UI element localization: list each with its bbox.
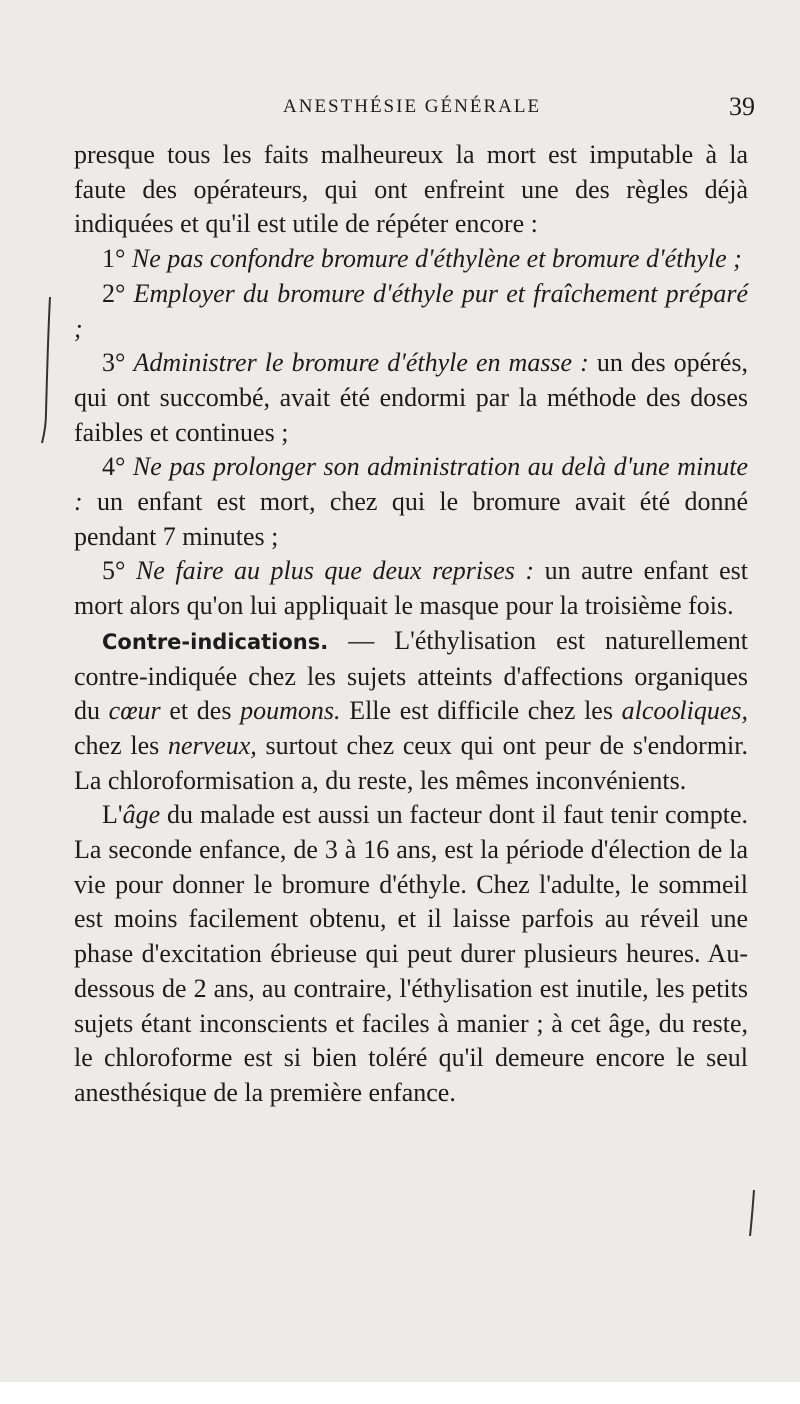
rule-number: 3° [102,348,134,378]
section-heading: Contre-indications. [102,629,329,654]
age-italic: âge [122,800,161,830]
rule-4 [74,450,748,554]
paragraph-contraindications [74,624,748,799]
rule-number: 4° [102,452,133,482]
ci-italic-3: alcooliques, [621,696,748,726]
page-number: 39 [729,92,755,121]
margin-pencil-mark-right [745,1188,759,1238]
scan-border [0,1382,800,1404]
rule-italic-text: Employer du bromure d'éthyle pur et fraîchement préparé ; [74,278,748,343]
rule-5 [74,554,748,623]
age-text-1: L' [102,800,123,830]
rule-italic-text: Ne pas prolonger son administration au delà d'une minute : [74,452,748,517]
rule-3 [74,346,748,450]
rule-number: 5° [102,556,136,586]
rule-1 [74,242,748,277]
ci-text-2: et des [160,696,241,726]
paragraph-intro [74,138,748,242]
rule-text: un autre enfant est mort alors qu'on lui appliquait le masque pour la troisième fois. [74,556,748,621]
rule-italic-text: Ne pas confondre bromure d'éthylène et bromure d'éthyle ; [131,244,742,274]
ci-italic-4: nerveux, [168,730,257,760]
intro-text: presque tous les faits malheureux la mort est imputable à la faute des opérateurs, qui ont enfreint une des règles déjà indiquées et qu'il est utile de répéter encore : [74,140,748,239]
rule-number: 2° [102,278,134,308]
rule-number: 1° [102,244,132,274]
rule-text: un des opérés, qui ont succombé, avait été endormi par la méthode des doses faibles et continues ; [74,348,748,447]
ci-italic-2: poumons. [240,696,341,726]
ci-italic-1: cœur [108,696,161,726]
page-header [0,92,800,126]
rule-2 [74,277,748,346]
ci-text-5: surtout chez ceux qui ont peur de s'endormir. La chloroformisation a, du reste, les mêmes inconvénients. [74,730,748,795]
running-head: ANESTHÉSIE GÉNÉRALE [283,96,542,117]
ci-text-4: chez les [74,730,168,760]
age-text-2: du malade est aussi un facteur dont il faut tenir compte. La seconde enfance, de 3 à 16 ans, est la période d'élection de la vie pour donner le bromure d'éthyle. Chez l'adulte, le sommeil est moins facilement obtenu, et il laisse parfois au réveil une phase d'excitation ébrieuse qui peut durer plusieurs heures. Au-dessous de 2 ans, au contraire, l'éthylisation est inutile, les petits sujets étant inconscients et faciles à manier ; à cet âge, du reste, le chloroforme est si bien toléré qu'il demeure encore le seul anesthésique de la première enfance. [74,800,748,1107]
rule-italic-text: Administrer le bromure d'éthyle en masse : [133,348,589,378]
rule-text: un enfant est mort, chez qui le bromure avait été donné pendant 7 minutes ; [74,487,748,551]
rule-italic-text: Ne faire au plus que deux reprises : [135,556,535,586]
body-text [74,138,748,1111]
ci-text-1: — L'éthylisation est naturellement contre-indiquée chez les sujets atteints d'affections organiques du [74,625,748,726]
margin-pencil-mark [40,295,62,445]
ci-text-3: Elle est difficile chez les [340,696,622,726]
paragraph-age [74,798,748,1110]
